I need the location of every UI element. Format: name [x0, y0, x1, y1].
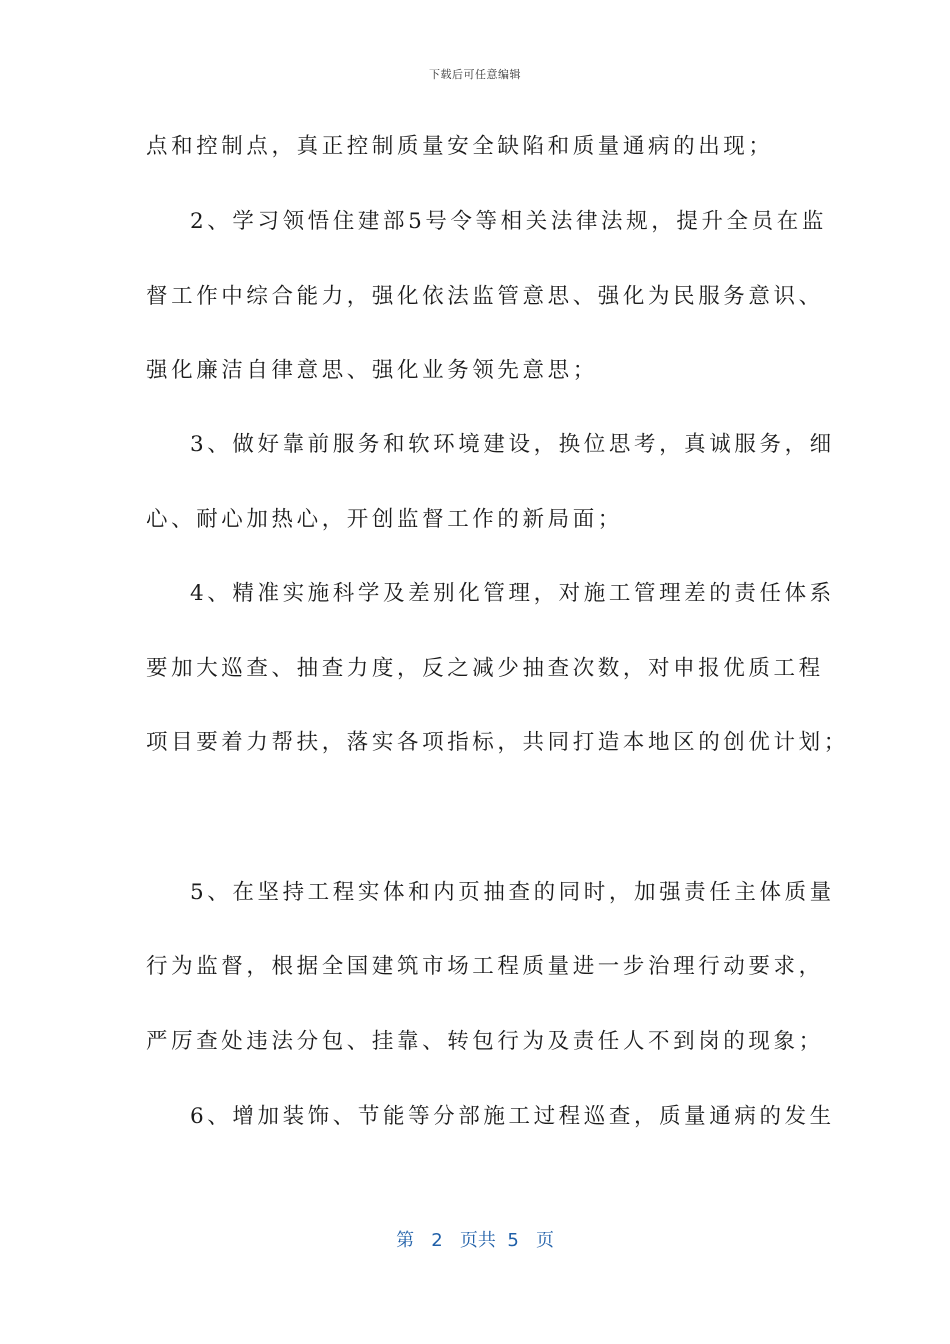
body-line: 3、做好靠前服务和软环境建设，换位思考，真诚服务，细 [190, 432, 835, 457]
total-pages-number: 5 [507, 1230, 519, 1251]
body-line: 严厉查处违法分包、挂靠、转包行为及责任人不到岗的现象； [146, 1029, 824, 1054]
body-line: 要加大巡查、抽查力度，反之减少抽查次数，对申报优质工程 [146, 656, 824, 681]
body-line: 4、精准实施科学及差别化管理，对施工管理差的责任体系 [190, 581, 835, 606]
body-line: 督工作中综合能力，强化依法监管意思、强化为民服务意识、 [146, 284, 824, 309]
body-line: 点和控制点，真正控制质量安全缺陷和质量通病的出现； [146, 134, 774, 159]
footer-prefix: 第 [396, 1230, 415, 1251]
body-line: 强化廉洁自律意思、强化业务领先意思； [146, 358, 598, 383]
body-line: 项目要着力帮扶，落实各项指标，共同打造本地区的创优计划； [146, 730, 849, 755]
body-line: 2、学习领悟住建部5号令等相关法律法规，提升全员在监 [190, 209, 827, 234]
footer-suffix: 页 [535, 1230, 554, 1251]
body-line: 心、耐心加热心，开创监督工作的新局面； [146, 507, 623, 532]
download-note-header: 下载后可任意编辑 [429, 68, 521, 81]
body-line: 行为监督，根据全国建筑市场工程质量进一步治理行动要求， [146, 954, 824, 979]
footer-middle: 页共 [459, 1230, 496, 1251]
body-line: 6、增加装饰、节能等分部施工过程巡查，质量通病的发生 [190, 1104, 835, 1129]
page-number-footer [0, 1226, 950, 1252]
current-page-number: 2 [431, 1230, 443, 1251]
body-line: 5、在坚持工程实体和内页抽查的同时，加强责任主体质量 [190, 880, 835, 905]
